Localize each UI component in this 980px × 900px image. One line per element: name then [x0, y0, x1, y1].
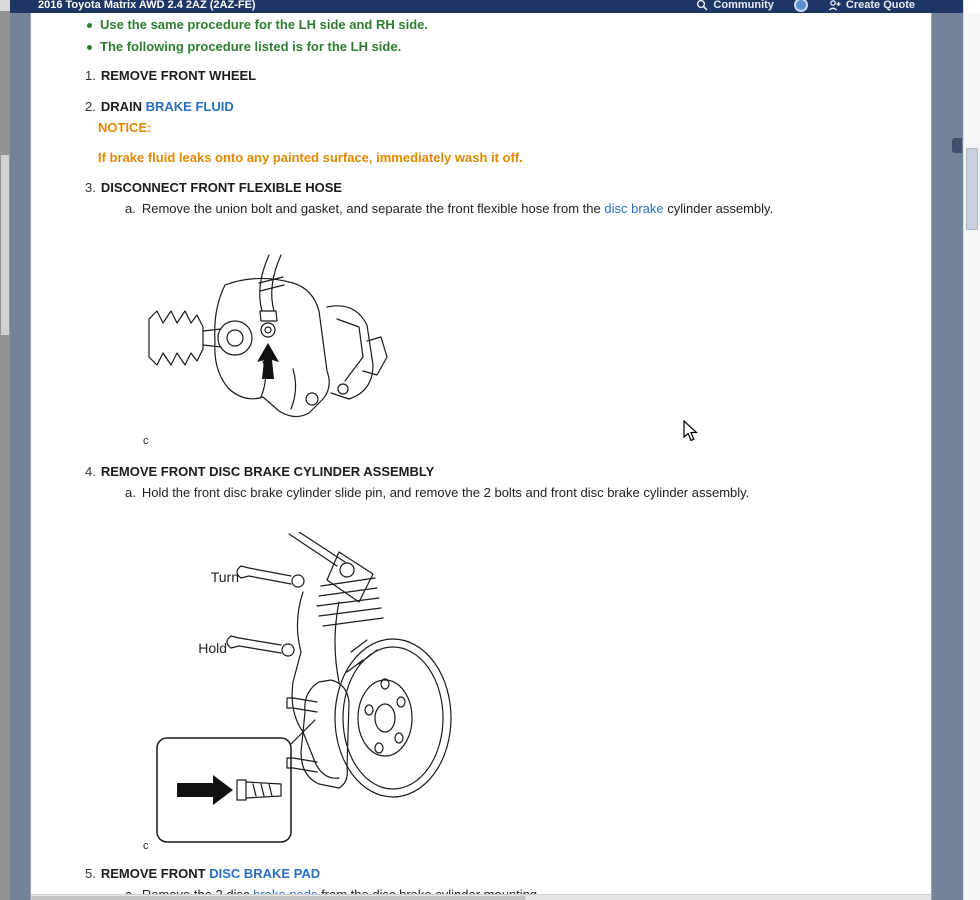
step-1 — [85, 67, 931, 85]
header-actions — [696, 0, 915, 13]
step-number: 5. — [85, 866, 96, 881]
create-quote-label: Create Quote — [845, 0, 915, 11]
figure-remove-cylinder — [141, 532, 931, 856]
horizontal-scrollbar[interactable] — [31, 894, 931, 900]
notice-text: If brake fluid leaks onto any painted surface, immediately wash it off. — [98, 150, 523, 165]
step-4a — [125, 484, 931, 502]
step-number: 4. — [85, 464, 96, 479]
substep-text: Hold the front disc brake cylinder slide pin, and remove the 2 bolts and front disc brake cylinder assembly. — [141, 485, 750, 500]
step-title: REMOVE FRONT DISC BRAKE CYLINDER ASSEMBLY — [100, 464, 435, 479]
step-3a — [125, 200, 931, 218]
community-label: Community — [713, 0, 774, 11]
hold-label: Hold — [198, 640, 227, 656]
bullet-icon — [87, 23, 92, 28]
figure-disconnect-hose — [141, 249, 931, 433]
panel-collapse-handle[interactable] — [952, 138, 962, 153]
left-scrollbar-thumb[interactable] — [1, 155, 9, 335]
left-scrollbar-top-button[interactable] — [0, 0, 10, 11]
slide-pin-arrow — [177, 775, 233, 805]
substep-text: Remove the union bolt and gasket, and separate the front flexible hose from the disc brake cylinder assembly. — [141, 201, 774, 216]
notification-badge[interactable] — [794, 0, 808, 12]
union-bolt-arrow — [257, 343, 279, 379]
disc-brake-pad-link[interactable]: DISC BRAKE PAD — [209, 866, 321, 881]
notice-label: NOTICE: — [98, 120, 152, 135]
figure-caption: c — [143, 840, 149, 852]
create-quote-button[interactable] — [828, 0, 915, 13]
disc-brake-link[interactable]: disc brake — [604, 201, 664, 216]
step-number: 3. — [85, 180, 96, 195]
procedure-note — [87, 36, 931, 58]
brake-cylinder-diagram — [141, 532, 461, 856]
create-quote-icon — [828, 0, 841, 11]
step-title: DISCONNECT FRONT FLEXIBLE HOSE — [100, 180, 343, 195]
page — [10, 0, 963, 900]
substep-letter: a. — [125, 485, 136, 500]
procedure-note — [87, 14, 931, 36]
step-number: 2. — [85, 99, 96, 114]
procedure-document — [30, 13, 932, 900]
turn-label: Turn — [210, 569, 239, 585]
vehicle-title: 2016 Toyota Matrix AWD 2.4 2AZ (2AZ-FE) — [38, 0, 256, 11]
step-title: DRAIN BRAKE FLUID — [100, 99, 234, 114]
scrollbar-corner — [964, 0, 980, 13]
brake-hose-diagram — [141, 249, 406, 433]
substep-letter: a. — [125, 201, 136, 216]
step-5 — [85, 865, 931, 883]
note-text: Use the same procedure for the LH side and RH side. — [100, 17, 428, 32]
figure-caption: c — [143, 435, 149, 447]
bullet-icon — [87, 45, 92, 50]
note-text: The following procedure listed is for the LH side. — [100, 39, 402, 54]
right-scrollbar-thumb[interactable] — [966, 148, 978, 230]
community-button[interactable] — [696, 0, 774, 13]
step-title: REMOVE FRONT WHEEL — [100, 68, 257, 83]
step-4 — [85, 463, 931, 481]
brake-fluid-link[interactable]: BRAKE FLUID — [145, 99, 234, 114]
step-title: REMOVE FRONT DISC BRAKE PAD — [100, 866, 321, 881]
step-2 — [85, 98, 931, 116]
browser-right-scrollbar[interactable] — [963, 0, 980, 900]
community-icon — [696, 0, 708, 11]
step-number: 1. — [85, 68, 96, 83]
horizontal-scrollbar-thumb[interactable] — [31, 896, 526, 900]
app-header — [10, 0, 963, 13]
browser-left-scrollbar[interactable] — [0, 0, 10, 900]
step-3 — [85, 179, 931, 197]
